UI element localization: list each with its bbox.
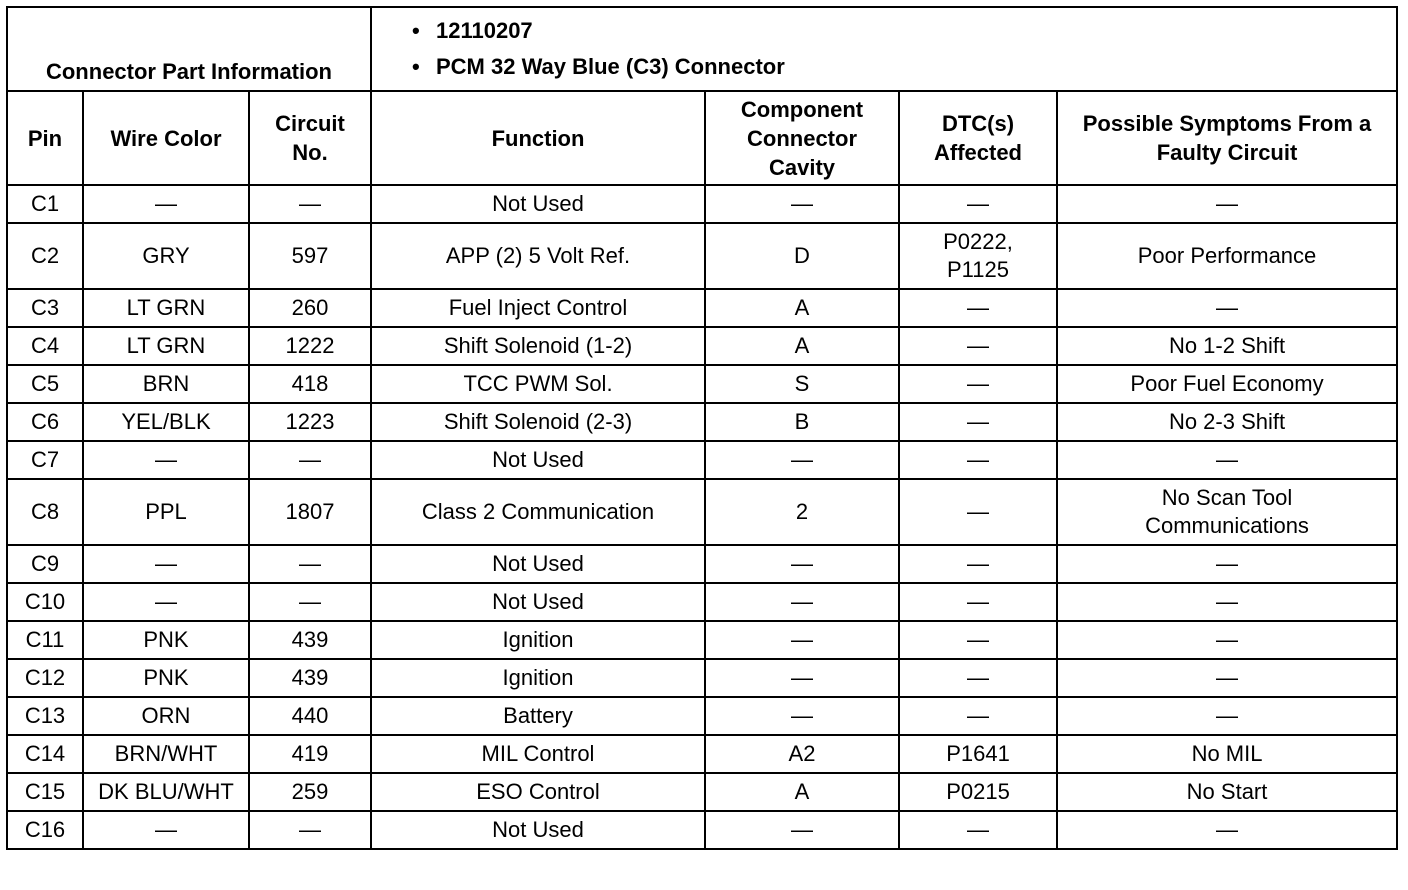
table-row	[7, 773, 1397, 811]
cell-cavity: 2	[705, 479, 899, 545]
cell-wire-color: BRN	[83, 365, 249, 403]
table-row	[7, 223, 1397, 289]
cell-function: ESO Control	[371, 773, 705, 811]
cell-dtc-line: P0215	[946, 779, 1010, 804]
table-row	[7, 545, 1397, 583]
cell-function: APP (2) 5 Volt Ref.	[371, 223, 705, 289]
table-row	[7, 365, 1397, 403]
cell-dtc	[899, 327, 1057, 365]
cell-symptom	[1057, 659, 1397, 697]
cell-symptom	[1057, 621, 1397, 659]
cell-symptom-line: Communications	[1145, 513, 1309, 538]
bullet-icon: •	[412, 18, 420, 43]
cell-pin: C11	[7, 621, 83, 659]
cell-cavity: —	[705, 697, 899, 735]
header-component-cavity-line: Connector	[747, 125, 857, 151]
cell-cavity: —	[705, 659, 899, 697]
cell-wire-color: LT GRN	[83, 327, 249, 365]
cell-dtc-line: P1641	[946, 741, 1010, 766]
part-number: 12110207	[436, 18, 533, 43]
cell-pin: C1	[7, 185, 83, 223]
connector-info-row	[7, 7, 1397, 91]
cell-circuit-no: —	[249, 545, 371, 583]
cell-dtc	[899, 735, 1057, 773]
cell-cavity: D	[705, 223, 899, 289]
cell-dtc	[899, 621, 1057, 659]
cell-wire-color: LT GRN	[83, 289, 249, 327]
cell-symptom	[1057, 583, 1397, 621]
cell-circuit-no: 1807	[249, 479, 371, 545]
cell-cavity: S	[705, 365, 899, 403]
cell-pin: C3	[7, 289, 83, 327]
cell-pin: C4	[7, 327, 83, 365]
cell-pin: C16	[7, 811, 83, 849]
cell-pin: C5	[7, 365, 83, 403]
cell-circuit-no: —	[249, 185, 371, 223]
cell-function: Shift Solenoid (2-3)	[371, 403, 705, 441]
cell-pin: C7	[7, 441, 83, 479]
cell-wire-color: GRY	[83, 223, 249, 289]
cell-cavity: —	[705, 545, 899, 583]
cell-cavity: —	[705, 621, 899, 659]
cell-dtc	[899, 659, 1057, 697]
connector-pinout-table	[6, 6, 1398, 850]
cell-symptom-line: —	[1216, 627, 1239, 652]
cell-cavity: A	[705, 289, 899, 327]
header-component-cavity-line: Component	[740, 96, 864, 122]
cell-dtc	[899, 223, 1057, 289]
header-symptoms	[1057, 91, 1397, 185]
table-row	[7, 659, 1397, 697]
cell-pin: C8	[7, 479, 83, 545]
cell-function: MIL Control	[371, 735, 705, 773]
cell-circuit-no: —	[249, 811, 371, 849]
header-symptoms-line: Possible Symptoms From a	[1082, 111, 1372, 136]
cell-symptom	[1057, 697, 1397, 735]
cell-pin: C10	[7, 583, 83, 621]
cell-dtc	[899, 697, 1057, 735]
cell-circuit-no: 1222	[249, 327, 371, 365]
cell-dtc-line: —	[967, 333, 989, 358]
cell-dtc-line: —	[967, 191, 989, 216]
cell-circuit-no: 439	[249, 659, 371, 697]
connector-info-label: Connector Part Information	[7, 7, 371, 91]
cell-symptom	[1057, 811, 1397, 849]
cell-function: Not Used	[371, 811, 705, 849]
cell-pin: C2	[7, 223, 83, 289]
cell-dtc	[899, 365, 1057, 403]
cell-symptom-line: —	[1216, 817, 1239, 842]
connector-description: PCM 32 Way Blue (C3) Connector	[436, 54, 785, 79]
cell-function: Ignition	[371, 659, 705, 697]
cell-symptom-line: —	[1216, 589, 1239, 614]
cell-dtc-line: —	[967, 551, 989, 576]
cell-symptom-line: —	[1216, 665, 1239, 690]
header-dtc	[899, 91, 1057, 185]
header-component-cavity-line: Cavity	[768, 154, 836, 180]
cell-symptom-line: Poor Performance	[1137, 243, 1317, 268]
column-header-row	[7, 91, 1397, 185]
cell-dtc-line: P0222,	[943, 229, 1013, 254]
cell-symptom	[1057, 223, 1397, 289]
cell-function: Not Used	[371, 185, 705, 223]
cell-circuit-no: 418	[249, 365, 371, 403]
cell-cavity: A	[705, 327, 899, 365]
cell-circuit-no: 419	[249, 735, 371, 773]
cell-dtc-line: —	[967, 447, 989, 472]
cell-symptom	[1057, 479, 1397, 545]
cell-dtc-line: —	[967, 409, 989, 434]
cell-symptom-line: No 1-2 Shift	[1168, 333, 1286, 358]
cell-wire-color: YEL/BLK	[83, 403, 249, 441]
cell-dtc-line: —	[967, 703, 989, 728]
table-row	[7, 185, 1397, 223]
header-symptoms-line: Faulty Circuit	[1156, 140, 1298, 165]
table-row	[7, 441, 1397, 479]
cell-function: Shift Solenoid (1-2)	[371, 327, 705, 365]
header-pin: Pin	[7, 91, 83, 185]
table-row	[7, 583, 1397, 621]
cell-symptom-line: —	[1216, 703, 1239, 728]
cell-wire-color: —	[83, 185, 249, 223]
cell-dtc	[899, 811, 1057, 849]
cell-function: Class 2 Communication	[371, 479, 705, 545]
cell-cavity: —	[705, 441, 899, 479]
cell-function: TCC PWM Sol.	[371, 365, 705, 403]
cell-circuit-no: 440	[249, 697, 371, 735]
cell-wire-color: —	[83, 441, 249, 479]
cell-symptom-line: No Start	[1186, 779, 1268, 804]
cell-circuit-no: 439	[249, 621, 371, 659]
cell-function: Ignition	[371, 621, 705, 659]
cell-symptom-line: —	[1216, 191, 1239, 216]
cell-wire-color: PNK	[83, 659, 249, 697]
cell-circuit-no: —	[249, 441, 371, 479]
header-circuit-no	[249, 91, 371, 185]
table-row	[7, 289, 1397, 327]
cell-cavity: A2	[705, 735, 899, 773]
cell-cavity: A	[705, 773, 899, 811]
cell-dtc-line: —	[967, 295, 989, 320]
cell-symptom-line: Poor Fuel Economy	[1130, 371, 1324, 396]
cell-dtc	[899, 583, 1057, 621]
table-row	[7, 811, 1397, 849]
cell-dtc-line: —	[967, 817, 989, 842]
cell-circuit-no: 259	[249, 773, 371, 811]
cell-symptom	[1057, 327, 1397, 365]
connector-info-item	[412, 13, 1392, 49]
cell-function: Not Used	[371, 583, 705, 621]
cell-function: Battery	[371, 697, 705, 735]
cell-function: Fuel Inject Control	[371, 289, 705, 327]
cell-function: Not Used	[371, 545, 705, 583]
cell-symptom-line: No 2-3 Shift	[1168, 409, 1286, 434]
cell-wire-color: —	[83, 811, 249, 849]
header-circuit-no-line: Circuit	[275, 111, 345, 136]
cell-symptom	[1057, 735, 1397, 773]
header-dtc-line: Affected	[933, 140, 1022, 165]
cell-dtc-line: —	[967, 665, 989, 690]
cell-pin: C13	[7, 697, 83, 735]
table-row	[7, 697, 1397, 735]
cell-pin: C12	[7, 659, 83, 697]
cell-cavity: —	[705, 185, 899, 223]
cell-symptom	[1057, 403, 1397, 441]
cell-symptom	[1057, 545, 1397, 583]
cell-dtc	[899, 479, 1057, 545]
cell-circuit-no: —	[249, 583, 371, 621]
cell-circuit-no: 1223	[249, 403, 371, 441]
cell-pin: C14	[7, 735, 83, 773]
header-circuit-no-line: No.	[292, 140, 328, 165]
cell-symptom-line: —	[1216, 295, 1239, 320]
cell-pin: C6	[7, 403, 83, 441]
cell-dtc-line: —	[967, 499, 989, 524]
cell-circuit-no: 260	[249, 289, 371, 327]
cell-dtc	[899, 403, 1057, 441]
cell-symptom	[1057, 185, 1397, 223]
connector-table-sheet	[6, 6, 1396, 850]
cell-wire-color: PNK	[83, 621, 249, 659]
cell-dtc-line: —	[967, 627, 989, 652]
cell-symptom-line: —	[1216, 447, 1239, 472]
cell-wire-color: DK BLU/WHT	[83, 773, 249, 811]
cell-pin: C9	[7, 545, 83, 583]
table-row	[7, 735, 1397, 773]
connector-info-item	[412, 49, 1392, 85]
table-row	[7, 621, 1397, 659]
cell-wire-color: —	[83, 545, 249, 583]
cell-dtc	[899, 773, 1057, 811]
cell-wire-color: —	[83, 583, 249, 621]
cell-cavity: —	[705, 583, 899, 621]
cell-pin: C15	[7, 773, 83, 811]
cell-dtc	[899, 289, 1057, 327]
header-wire-color: Wire Color	[83, 91, 249, 185]
cell-cavity: B	[705, 403, 899, 441]
cell-function: Not Used	[371, 441, 705, 479]
header-function: Function	[371, 91, 705, 185]
table-row	[7, 403, 1397, 441]
cell-dtc	[899, 185, 1057, 223]
cell-cavity: —	[705, 811, 899, 849]
cell-symptom	[1057, 365, 1397, 403]
cell-wire-color: PPL	[83, 479, 249, 545]
bullet-icon: •	[412, 54, 420, 79]
header-component-cavity	[705, 91, 899, 185]
cell-symptom-line: No MIL	[1191, 741, 1263, 766]
cell-symptom-line: —	[1216, 551, 1239, 576]
header-dtc-line: DTC(s)	[941, 111, 1015, 136]
cell-dtc	[899, 545, 1057, 583]
table-row	[7, 479, 1397, 545]
cell-symptom	[1057, 289, 1397, 327]
table-row	[7, 327, 1397, 365]
cell-dtc-line: —	[967, 371, 989, 396]
connector-info-list	[371, 7, 1397, 91]
cell-dtc-line: P1125	[947, 257, 1009, 282]
cell-dtc	[899, 441, 1057, 479]
cell-wire-color: BRN/WHT	[83, 735, 249, 773]
cell-dtc-line: —	[967, 589, 989, 614]
cell-symptom-line: No Scan Tool	[1161, 485, 1293, 510]
cell-wire-color: ORN	[83, 697, 249, 735]
cell-symptom	[1057, 773, 1397, 811]
cell-circuit-no: 597	[249, 223, 371, 289]
cell-symptom	[1057, 441, 1397, 479]
